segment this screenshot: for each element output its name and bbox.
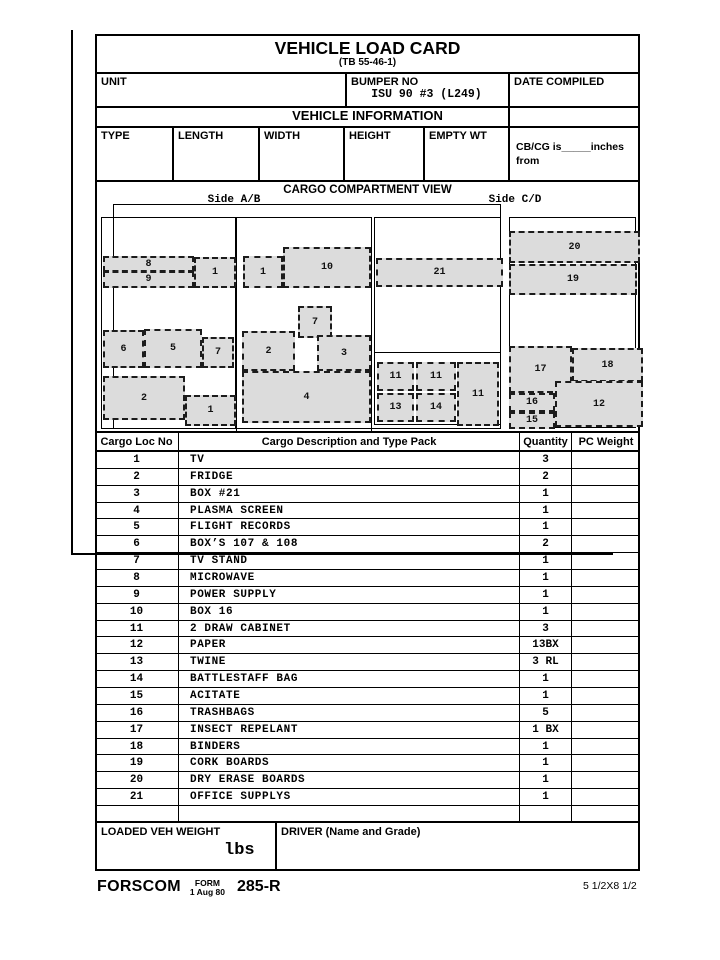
divider [275, 821, 277, 871]
cargo-box-3: 3 [317, 335, 371, 371]
cell-wt [572, 452, 640, 468]
cbcg-label-line2: from [516, 155, 540, 167]
side-ab-label: Side A/B [207, 194, 261, 206]
cell-qty: 1 BX [520, 722, 572, 738]
divider [508, 72, 510, 180]
cell-desc: FLIGHT RECORDS [179, 519, 520, 535]
divider [172, 126, 174, 180]
cargo-box-19: 19 [509, 264, 637, 295]
cell-desc: PLASMA SCREEN [179, 503, 520, 519]
empty-wt-label: EMPTY WT [429, 130, 487, 142]
cell-loc: 4 [95, 503, 179, 519]
cell-loc: 8 [95, 570, 179, 586]
table-row [95, 587, 640, 604]
cargo-box-17: 17 [509, 346, 572, 393]
cell-wt [572, 688, 640, 704]
cell-loc: 5 [95, 519, 179, 535]
divider [258, 126, 260, 180]
cargo-box-11c: 11 [457, 362, 499, 426]
cargo-box-21: 21 [376, 258, 503, 287]
cell-wt [572, 755, 640, 771]
cell-qty: 1 [520, 604, 572, 620]
cell-loc: 19 [95, 755, 179, 771]
cargo-box-10: 10 [283, 247, 371, 288]
cell-desc: TV STAND [179, 553, 520, 569]
divider [95, 126, 640, 128]
table-row [95, 688, 640, 705]
bumper-no-label: BUMPER NO [351, 76, 419, 88]
bumper-no-value: ISU 90 #3 (L249) [371, 88, 482, 101]
type-label: TYPE [101, 130, 130, 142]
cell-wt [572, 503, 640, 519]
date-compiled-label: DATE COMPILED [514, 76, 605, 88]
cell-desc: CORK BOARDS [179, 755, 520, 771]
cell-wt [572, 789, 640, 805]
cell-wt [572, 637, 640, 653]
cell-wt [572, 469, 640, 485]
cbcg-label-line1: CB/CG is_____inches [516, 141, 624, 153]
table-row [95, 772, 640, 789]
length-label: LENGTH [178, 130, 224, 142]
table-row [95, 621, 640, 638]
cell-loc: 21 [95, 789, 179, 805]
cell-wt [572, 536, 640, 552]
cell-desc: ACITATE [179, 688, 520, 704]
cell-desc: BATTLESTAFF BAG [179, 671, 520, 687]
cell-desc: BINDERS [179, 739, 520, 755]
vehicle-information-title: VEHICLE INFORMATION [292, 108, 443, 123]
cargo-box-1b: 1 [243, 256, 283, 288]
cell-loc [95, 806, 179, 822]
cell-qty: 1 [520, 739, 572, 755]
cell-qty: 1 [520, 587, 572, 603]
cargo-box-1c: 1 [185, 395, 236, 426]
table-row [95, 654, 640, 671]
cell-qty: 3 [520, 452, 572, 468]
form-date-stack [190, 879, 225, 897]
table-row [95, 570, 640, 587]
cell-wt [572, 486, 640, 502]
table-row [95, 536, 640, 553]
divider [343, 126, 345, 180]
cell-wt [572, 772, 640, 788]
form-word: FORM [194, 878, 220, 888]
cargo-box-16: 16 [509, 393, 555, 412]
cell-loc: 16 [95, 705, 179, 721]
cell-qty: 1 [520, 789, 572, 805]
side-cd-label: Side C/D [488, 194, 542, 206]
cell-wt [572, 722, 640, 738]
table-row [95, 755, 640, 772]
cell-wt [572, 671, 640, 687]
table-row [95, 486, 640, 503]
cell-qty: 1 [520, 772, 572, 788]
cell-desc: PAPER [179, 637, 520, 653]
cell-loc: 11 [95, 621, 179, 637]
cell-loc: 6 [95, 536, 179, 552]
cell-qty: 2 [520, 469, 572, 485]
form-date: 1 Aug 80 [189, 887, 225, 897]
table-row [95, 452, 640, 469]
cell-desc: TRASHBAGS [179, 705, 520, 721]
cell-desc: MICROWAVE [179, 570, 520, 586]
cargo-box-13: 13 [377, 393, 414, 422]
form-id-block [97, 877, 281, 897]
divider [95, 180, 640, 182]
cell-wt [572, 705, 640, 721]
cell-qty: 1 [520, 671, 572, 687]
cargo-box-4: 4 [242, 371, 371, 423]
cargo-box-11b: 11 [416, 362, 456, 391]
cargo-box-2b: 2 [103, 376, 185, 420]
paper-size-note: 5 1/2X8 1/2 [583, 880, 637, 892]
cell-qty: 3 [520, 621, 572, 637]
divider [95, 821, 640, 823]
cell-qty [520, 806, 572, 822]
cell-desc: TV [179, 452, 520, 468]
unit-label: UNIT [101, 76, 127, 88]
form-subtitle: (TB 55-46-1) [338, 57, 397, 68]
cargo-box-15: 15 [509, 412, 555, 429]
cell-wt [572, 553, 640, 569]
cell-wt [572, 587, 640, 603]
cell-loc: 12 [95, 637, 179, 653]
cell-loc: 9 [95, 587, 179, 603]
table-row [95, 705, 640, 722]
loaded-veh-weight-value: lbs [224, 841, 255, 860]
width-label: WIDTH [264, 130, 301, 142]
cell-desc: 2 DRAW CABINET [179, 621, 520, 637]
cell-wt [572, 604, 640, 620]
cell-qty: 1 [520, 503, 572, 519]
cell-desc: POWER SUPPLY [179, 587, 520, 603]
cargo-box-2a: 2 [242, 331, 295, 371]
table-row [95, 637, 640, 654]
cell-wt [572, 519, 640, 535]
table-row [95, 604, 640, 621]
header-quantity: Quantity [520, 433, 572, 450]
cell-loc: 17 [95, 722, 179, 738]
cell-loc: 15 [95, 688, 179, 704]
cargo-box-14: 14 [416, 393, 456, 422]
cell-wt [572, 621, 640, 637]
cell-wt [572, 739, 640, 755]
table-row [95, 503, 640, 520]
cargo-box-6: 6 [103, 330, 144, 368]
scan-artifact-vertical-line [71, 30, 73, 554]
cell-qty: 1 [520, 570, 572, 586]
cargo-box-12: 12 [555, 381, 643, 427]
header-cargo-loc-no: Cargo Loc No [95, 433, 179, 450]
cargo-box-1a: 1 [194, 257, 236, 288]
form-number: 285-R [237, 878, 281, 895]
cell-loc: 10 [95, 604, 179, 620]
divider [423, 126, 425, 180]
cargo-table-header [95, 433, 640, 452]
cargo-box-18: 18 [572, 348, 643, 382]
header-description: Cargo Description and Type Pack [179, 433, 520, 450]
cell-desc: BOX #21 [179, 486, 520, 502]
cargo-box-20: 20 [509, 231, 640, 263]
cargo-box-8: 8 [103, 256, 194, 272]
cell-wt [572, 570, 640, 586]
table-row [95, 739, 640, 756]
cell-desc: OFFICE SUPPLYS [179, 789, 520, 805]
cell-qty: 1 [520, 755, 572, 771]
cell-qty: 1 [520, 486, 572, 502]
cell-qty: 2 [520, 536, 572, 552]
cargo-box-7a: 7 [298, 306, 332, 338]
cell-desc: INSECT REPELANT [179, 722, 520, 738]
cell-wt [572, 654, 640, 670]
cell-loc: 3 [95, 486, 179, 502]
cell-desc: BOX’S 107 & 108 [179, 536, 520, 552]
cargo-compartment-view-title: CARGO COMPARTMENT VIEW [283, 184, 452, 196]
cell-qty: 13BX [520, 637, 572, 653]
form-title: VEHICLE LOAD CARD [274, 38, 461, 58]
cell-qty: 3 RL [520, 654, 572, 670]
cell-desc: FRIDGE [179, 469, 520, 485]
cell-desc: BOX 16 [179, 604, 520, 620]
cell-loc: 18 [95, 739, 179, 755]
cell-loc: 14 [95, 671, 179, 687]
cell-qty: 1 [520, 553, 572, 569]
cargo-box-7b: 7 [202, 337, 234, 368]
divider [95, 72, 640, 74]
cargo-box-5: 5 [144, 329, 202, 368]
cell-loc: 7 [95, 553, 179, 569]
cell-loc: 2 [95, 469, 179, 485]
forscom-text: FORSCOM [97, 878, 181, 895]
height-label: HEIGHT [349, 130, 391, 142]
table-row [95, 722, 640, 739]
table-row [95, 671, 640, 688]
table-row [95, 519, 640, 536]
cell-qty: 1 [520, 688, 572, 704]
cell-loc: 13 [95, 654, 179, 670]
header-pc-weight: PC Weight [578, 435, 634, 448]
cargo-table [95, 431, 640, 823]
table-row [95, 789, 640, 806]
loaded-veh-weight-label: LOADED VEH WEIGHT [101, 826, 221, 838]
cell-qty: 5 [520, 705, 572, 721]
cell-desc: DRY ERASE BOARDS [179, 772, 520, 788]
cell-loc: 1 [95, 452, 179, 468]
cell-wt [572, 806, 640, 822]
cell-desc [179, 806, 520, 822]
cell-qty: 1 [520, 519, 572, 535]
cell-desc: TWINE [179, 654, 520, 670]
cell-loc: 20 [95, 772, 179, 788]
cargo-box-9: 9 [103, 271, 194, 288]
table-row [95, 469, 640, 486]
cargo-table-body [95, 452, 640, 823]
table-row [95, 553, 640, 570]
driver-label: DRIVER (Name and Grade) [281, 826, 421, 838]
cargo-box-11a: 11 [377, 362, 414, 391]
